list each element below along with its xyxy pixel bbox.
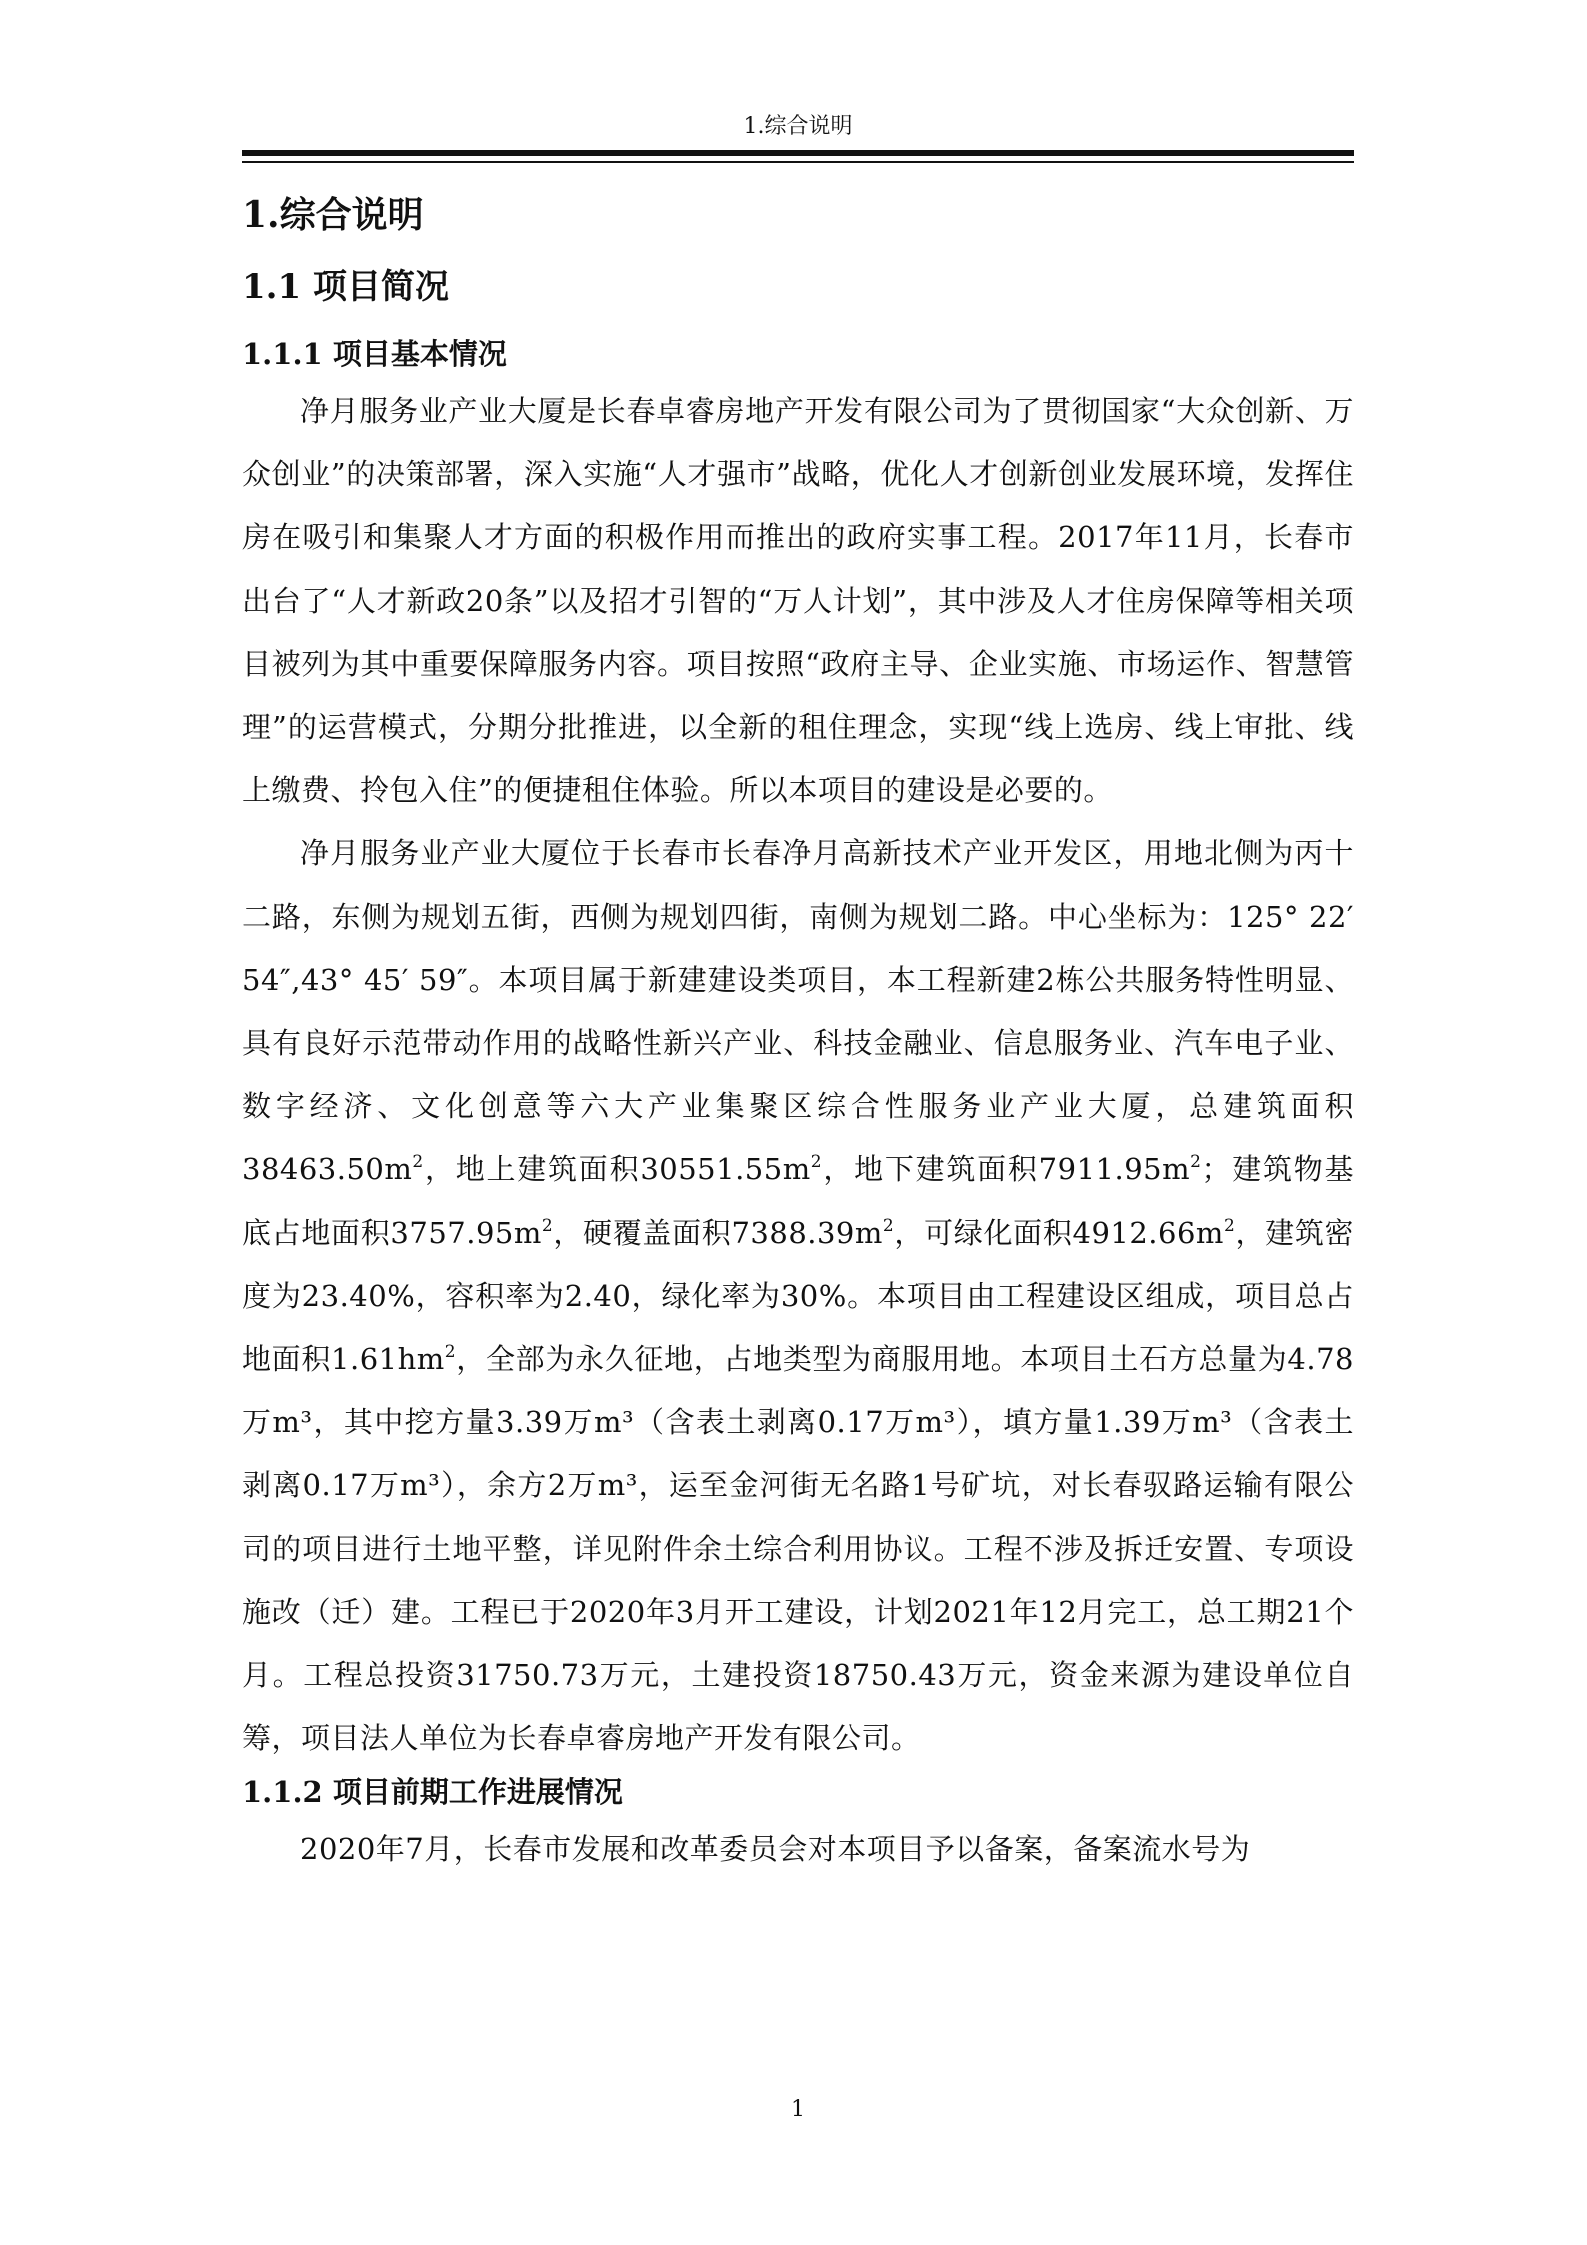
text-segment: ，全部为永久征地，占地类型为商服用地。本项目土石方总量为4.78万m³，其中挖方量3.39万m³（含表土剥离0.17万m³），填方量1.39万m³（含表土剥离0.17万m³），余方2万m³，运至金河街无名路1号矿坑，对长春驭路运输有限公司的项目进行土地平整，详见附件余土综合利用协议。工程不涉及拆迁安置、专项设施改（迁）建。工程已于2020年3月开工建设，计划2021年12月完工，总工期21个月。工程总投资31750.73万元，土建投资18750.43万元，资金来源为建设单位自筹，项目法人单位为长春卓睿房地产开发有限公司。 [242, 1342, 1354, 1756]
text-segment: 净月服务业产业大厦位于长春市长春净月高新技术产业开发区，用地北侧为丙十二路，东侧为规划五街，西侧为规划四街，南侧为规划二路。中心坐标为：125° 22′ 54″,43° 45′ 59″。本项目属于新建建设类项目，本工程新建2栋公共服务特性明显、具有良好示范带动作用的战略性新兴产业、科技金融业、信息服务业、汽车电子业、数字经济、文化创意等六大产业集聚区综合性服务业产业大厦，总建筑面积38463.50m [242, 836, 1354, 1187]
text-segment: ，地下建筑面积7911.95m [822, 1152, 1191, 1187]
subsubsection-heading-preliminary-work: 1.1.2 项目前期工作进展情况 [242, 1775, 623, 1810]
paragraph-filing: 2020年7月，长春市发展和改革委员会对本项目予以备案，备案流水号为 [300, 1832, 1251, 1867]
subsection-heading: 1.1 项目简况 [242, 267, 449, 307]
superscript: 2 [1223, 1215, 1236, 1236]
text-segment: ，地上建筑面积30551.55m [423, 1152, 811, 1187]
paragraph-project-purpose: 净月服务业产业大厦是长春卓睿房地产开发有限公司为了贯彻国家“大众创新、万众创业”的决策部署，深入实施“人才强市”战略，优化人才创新创业发展环境，发挥住房在吸引和集聚人才方面的积极作用而推出的政府实事工程。2017年11月，长春市出台了“人才新政20条”以及招才引智的“万人计划”，其中涉及人才住房保障等相关项目被列为其中重要保障服务内容。项目按照“政府主导、企业实施、市场运作、智慧管理”的运营模式，分期分批推进，以全新的租住理念，实现“线上选房、线上审批、线上缴费、拎包入住”的便捷租住体验。所以本项目的建设是必要的。 [242, 394, 1354, 808]
superscript: 2 [412, 1152, 424, 1173]
superscript: 2 [1190, 1152, 1202, 1173]
subsubsection-heading-basic-info: 1.1.1 项目基本情况 [242, 337, 507, 371]
section-heading: 1.综合说明 [242, 194, 424, 236]
page-number: 1 [791, 2097, 805, 2122]
header-rule-thin [242, 161, 1354, 163]
paragraph-project-location [242, 822, 1354, 1770]
superscript: 2 [882, 1215, 895, 1236]
superscript: 2 [444, 1342, 457, 1363]
running-header: 1.综合说明 [743, 114, 853, 139]
text-segment: ，硬覆盖面积7388.39m [553, 1215, 883, 1250]
text-segment: ，可绿化面积4912.66m [894, 1215, 1224, 1250]
header-rule-thick [242, 150, 1354, 156]
document-body [242, 190, 1354, 1882]
text-segment: ，建筑密度为23.40%，容积率为2.40，绿化率为30%。本项目由工程建设区组成，项目总占地面积1.61hm [242, 1215, 1355, 1377]
superscript: 2 [810, 1152, 823, 1173]
superscript: 2 [541, 1215, 554, 1236]
text-segment: ；建筑物基底占地面积3757.95m [242, 1152, 1355, 1250]
